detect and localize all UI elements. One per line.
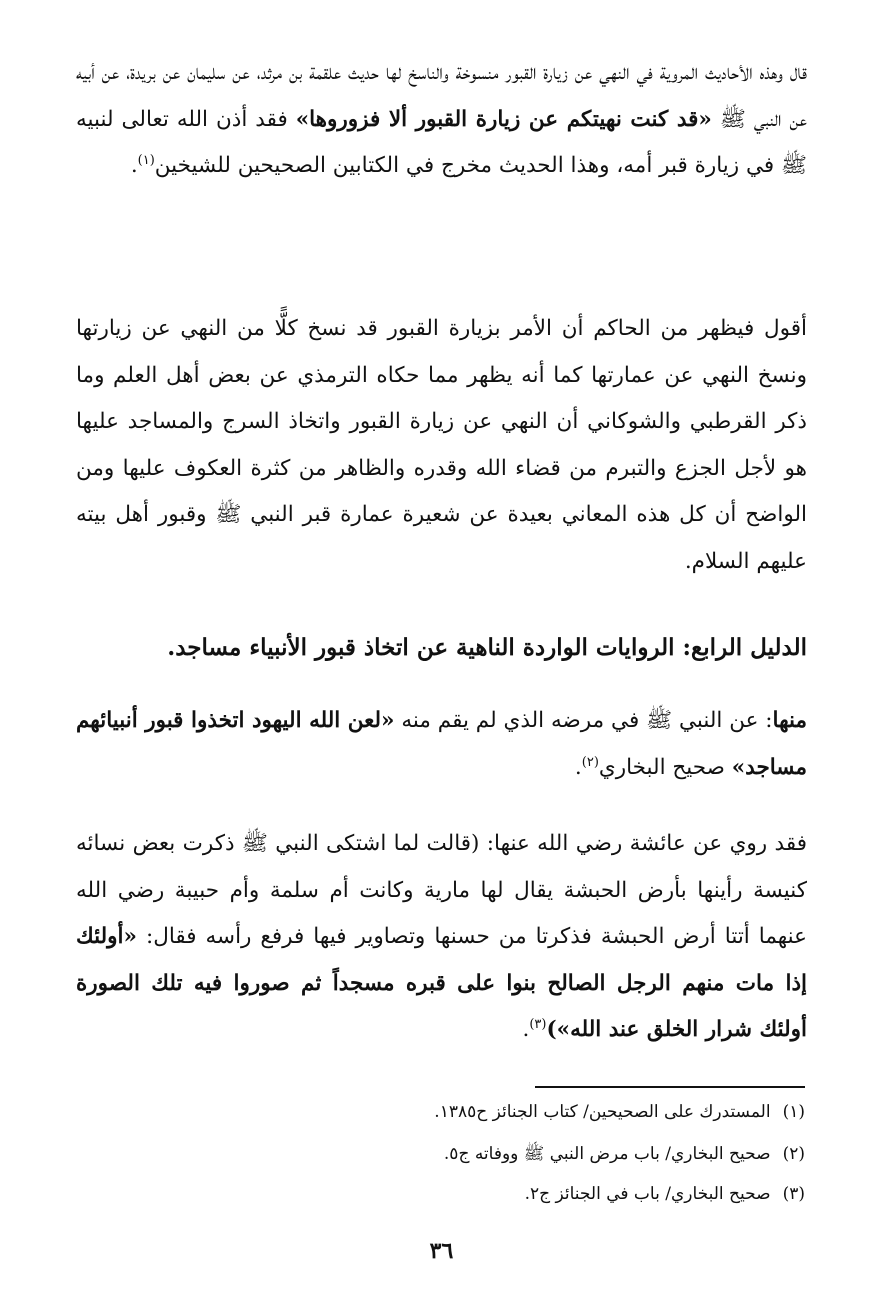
footnote-ref-1[interactable]: (١) xyxy=(137,152,155,168)
paragraph-abrogation xyxy=(76,50,807,190)
footnote-divider xyxy=(535,1086,805,1088)
hadith-quote: «قد كنت نهيتكم عن زيارة القبور ألا فزوروها» xyxy=(295,106,712,132)
paragraph-aisha-narration xyxy=(76,821,807,1054)
paragraph-hadith-bukhari xyxy=(76,698,807,791)
footnote-number: (٢) xyxy=(782,1144,805,1164)
footnote-text: المستدرك على الصحيحين/ كتاب الجنائز ح١٣٨٥. xyxy=(434,1102,771,1122)
paragraph-text: . xyxy=(130,153,138,178)
paragraph-commentary: أقول فيظهر من الحاكم أن الأمر بزيارة القبور قد نسخ كلًّا من النهي عن زيارتها ونسخ النهي عن عمارتها كما أنه يظهر مما حكاه الترمذي عن بعض أهل العلم وما ذكر القرطبي والشوكاني أن النهي عن زيارة القبور واتخاذ السرج والمساجد عليها هو لأجل الجزع والتبرم من قضاء الله وقدره والظاهر من كثرة العكوف عليها ومن الواضح أن كل هذه المعاني بعيدة عن شعيرة عمارة قبر النبي ﷺ وقبور أهل بيته عليهم السلام. xyxy=(76,316,807,574)
footnote-text: صحيح البخاري/ باب في الجنائز ج٢. xyxy=(524,1184,771,1204)
hadith-quote: «أولئك إذا مات منهم الرجل الصالح بنوا على قبره مسجداً ثم صوروا فيه تلك الصورة أولئك شرار الخلق عند الله») xyxy=(76,924,807,1042)
footnote-1 xyxy=(76,1099,805,1125)
section-heading: الدليل الرابع: الروايات الواردة الناهية عن اتخاذ قبور الأنبياء مساجد. xyxy=(167,634,807,661)
hadith-quote: «لعن الله اليهود اتخذوا قبور أنبيائهم مساجد» xyxy=(76,708,807,780)
paragraph-text: قال وهذه الأحاديث المروية في النهي عن زيارة القبور منسوخة والناسخ لها حديث علقمة بن مرثد، عن سليمان عن بريدة، عن أبيه عن النبي ﷺ xyxy=(76,60,807,132)
footnote-2 xyxy=(76,1141,805,1167)
paragraph-text: فقد أذن الله تعالى لنبيه ﷺ في زيارة قبر أمه، وهذا الحديث مخرج في الكتابين الصحيحين للشيخين xyxy=(76,106,807,178)
footnote-number: (١) xyxy=(782,1102,805,1122)
lead-word: منها xyxy=(772,708,808,733)
footnote-text: صحيح البخاري/ باب مرض النبي ﷺ ووفاته ج٥. xyxy=(443,1144,771,1164)
footnote-ref-3[interactable]: (٣) xyxy=(529,1016,547,1032)
footnote-number: (٣) xyxy=(782,1184,805,1204)
paragraph-text: فقد روي عن عائشة رضي الله عنها: (قالت لما اشتكى النبي ﷺ ذكرت بعض نسائه كنيسة رأينها بأرض الحبشة يقال لها مارية وكانت أم سلمة وأم حبيبة رضي الله عنهما أتتا أرض الحبشة فذكرتا من حسنها وتصاوير فيها فرفع رأسه فقال: xyxy=(76,831,807,949)
page-number: ٣٦ xyxy=(429,1238,454,1264)
footnote-3 xyxy=(76,1181,805,1207)
paragraph-text: صحيح البخاري xyxy=(598,754,732,780)
paragraph-text: : عن النبي ﷺ في مرضه الذي لم يقم منه xyxy=(394,708,773,733)
paragraph-text: . xyxy=(574,754,582,780)
footnote-ref-2[interactable]: (٢) xyxy=(581,754,599,770)
paragraph-text: . xyxy=(522,1017,530,1042)
